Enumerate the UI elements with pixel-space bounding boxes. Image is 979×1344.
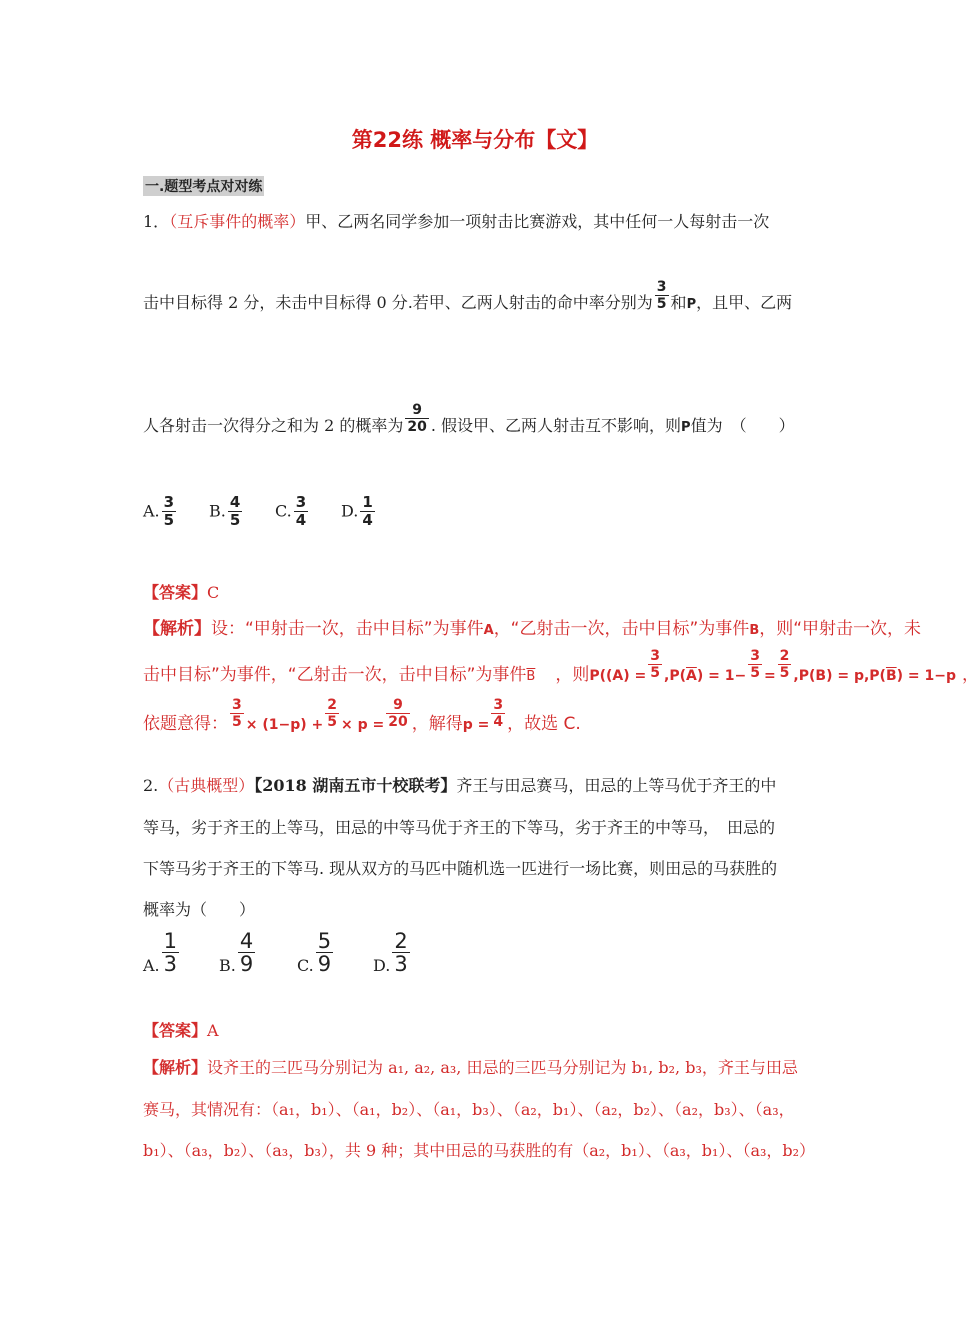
q1-analysis-text: ，“乙射击一次，击中目标”为事件 xyxy=(493,619,750,639)
formula-pb: ,P(B) = p,P( xyxy=(793,667,886,684)
q1-answer-label: 【答案】 xyxy=(143,583,208,602)
formula-end: ， xyxy=(962,664,979,685)
q1-analysis-text: ，则“甲射击一次，未 xyxy=(759,619,922,639)
formula-pabar-post: ) = 1− xyxy=(696,667,747,684)
q1-text-2a: 击中目标得 2 分，未击中目标得 0 分.若甲、乙两人射击的命中率分别为 xyxy=(143,293,653,313)
event-b-bar-symbol: B xyxy=(526,668,536,684)
q1-number: 1． xyxy=(143,212,170,231)
q1-text-3c: 值为 （ ） xyxy=(690,416,795,436)
event-b-symbol: B xyxy=(749,623,760,638)
q1-analysis-text: 击中目标”为事件，“乙射击一次，击中目标”为事件 xyxy=(143,664,527,685)
q2-option-c[interactable]: C. $\frac{5}{9}$ xyxy=(297,929,332,977)
q1-line1 xyxy=(143,209,769,232)
q2-analysis-line3: b₁）、（a₃，b₂）、（a₃，b₃），共 9 种；其中田忌的马获胜的有（a₂，b₁）、（a₃，b₁）、（a₃，b₂） xyxy=(143,1141,816,1160)
formula-bbar: B xyxy=(885,667,897,684)
q1-text-2b: 和 xyxy=(670,293,687,313)
event-a-symbol: A xyxy=(483,623,494,638)
q2-option-a[interactable]: A. $\frac{1}{3}$ xyxy=(143,929,178,977)
q2-analysis-line1 xyxy=(143,1055,798,1078)
q1-text-3b: . 假设甲、乙两人射击互不影响，则 xyxy=(430,416,682,436)
q1-option-a[interactable]: A. $\frac{3}{5}$ xyxy=(143,493,175,530)
q1-line2 xyxy=(143,279,793,320)
q1-text-2c: ，且甲、乙两 xyxy=(696,293,793,313)
q1-text-3a: 人各射击一次得分之和为 2 的概率为 xyxy=(143,416,404,436)
q2-analysis-text-1: 设齐王的三匹马分别记为 a₁, a₂, a₃, 田忌的三匹马分别记为 b₁, b₂, b₃，齐王与田忌 xyxy=(207,1058,798,1077)
q2-answer-label: 【答案】 xyxy=(143,1021,208,1040)
q1-analysis-line1 xyxy=(143,614,921,639)
q1-p-symbol-2: P xyxy=(681,420,691,436)
q1-analysis-text: ，解得 xyxy=(411,713,463,734)
eq-mid-1: × (1−p) + xyxy=(245,716,324,733)
formula-abar: A xyxy=(685,667,697,684)
q1-analysis-line3: 依题意得： $\frac{3}{5}$ $_{\times (1-p) +}$ $\frac{2}{5}$ $_{\times p =}$ $\frac{9}{20}$ ，解得$_{p =}$ $\frac{3}{4}$ ，故选 C. xyxy=(143,697,581,734)
q2-options xyxy=(143,930,449,975)
q2-tag: （古典概型） xyxy=(158,776,255,795)
formula-eq: = xyxy=(763,667,776,684)
q1-analysis-line2: 击中目标”为事件，“乙射击一次，击中目标”为事件$_{\overline{B}}$ ，则$_{P((A) =}$ $\frac{3}{5}$ $_{,P(\overline{A}) = 1-}$ $\frac{3}{5}$ $_=$ $\frac{2}{5}$ $_{,P(B) = p,P(\overline{B}) = 1-p}$ ， xyxy=(143,648,979,685)
formula-pabar: ,P( xyxy=(664,667,686,684)
q2-line3: 下等马劣于齐王的下等马. 现从双方的马匹中随机选一匹进行一场比赛，则田忌的马获胜的 xyxy=(143,859,778,878)
q2-option-b[interactable]: B. $\frac{4}{9}$ xyxy=(219,929,254,977)
q1-options xyxy=(143,494,407,530)
q2-line4: 概率为（ ） xyxy=(143,900,256,919)
q1-fraction-9-20: $\frac{9}{20}$ xyxy=(407,402,427,436)
q1-text-1: 甲、乙两名同学参加一项射击比赛游戏，其中任何一人每射击一次 xyxy=(305,212,770,231)
eq-p: p = xyxy=(462,716,490,733)
formula-pa: P((A) = xyxy=(589,667,647,684)
q2-line2: 等马，劣于齐王的上等马，田忌的中等马优于齐王的下等马，劣于齐王的中等马， 田忌的 xyxy=(143,818,776,837)
q1-analysis-text: 依题意得： xyxy=(143,713,228,734)
q1-analysis-text: ，则 xyxy=(555,664,590,685)
q2-source: 【2018 湖南五市十校联考】 xyxy=(254,776,457,795)
q1-answer-value: C xyxy=(207,583,220,602)
q1-line3 xyxy=(143,402,795,443)
q1-p-symbol: P xyxy=(686,297,697,313)
q1-fraction-3-5: $\frac{3}{5}$ xyxy=(656,279,667,313)
q1-tag: （互斥事件的概率） xyxy=(169,212,306,231)
q2-answer xyxy=(143,1018,219,1041)
q2-analysis-line2: 赛马，其情况有：（a₁，b₁）、（a₁，b₂）、（a₁，b₃）、（a₂，b₁）、（a₂，b₂）、（a₂，b₃）、（a₃， xyxy=(143,1100,795,1119)
formula-tail: ) = 1−p xyxy=(896,667,956,684)
q1-option-c[interactable]: C. $\frac{3}{4}$ xyxy=(275,493,307,530)
q1-option-d[interactable]: D. $\frac{1}{4}$ xyxy=(341,493,373,530)
q1-analysis-text: 设：“甲射击一次，击中目标”为事件 xyxy=(211,619,484,639)
eq-mid-2: × p = xyxy=(341,716,385,733)
q2-text-1: 齐王与田忌赛马，田忌的上等马优于齐王的中 xyxy=(456,776,777,795)
q2-number: 2. xyxy=(143,776,159,795)
q1-analysis-text: ，故选 C. xyxy=(507,713,581,734)
page-title: 第22练 概率与分布【文】 xyxy=(351,128,599,152)
q2-analysis-label: 【解析】 xyxy=(143,1058,208,1077)
q1-analysis-label: 【解析】 xyxy=(143,619,211,639)
section-heading: 一.题型考点对对练 xyxy=(143,176,264,196)
q2-option-d[interactable]: D. $\frac{2}{3}$ xyxy=(373,929,408,977)
q2-line1 xyxy=(143,773,776,796)
q2-answer-value: A xyxy=(207,1021,219,1040)
q1-option-b[interactable]: B. $\frac{4}{5}$ xyxy=(209,493,241,530)
q1-answer xyxy=(143,580,219,603)
